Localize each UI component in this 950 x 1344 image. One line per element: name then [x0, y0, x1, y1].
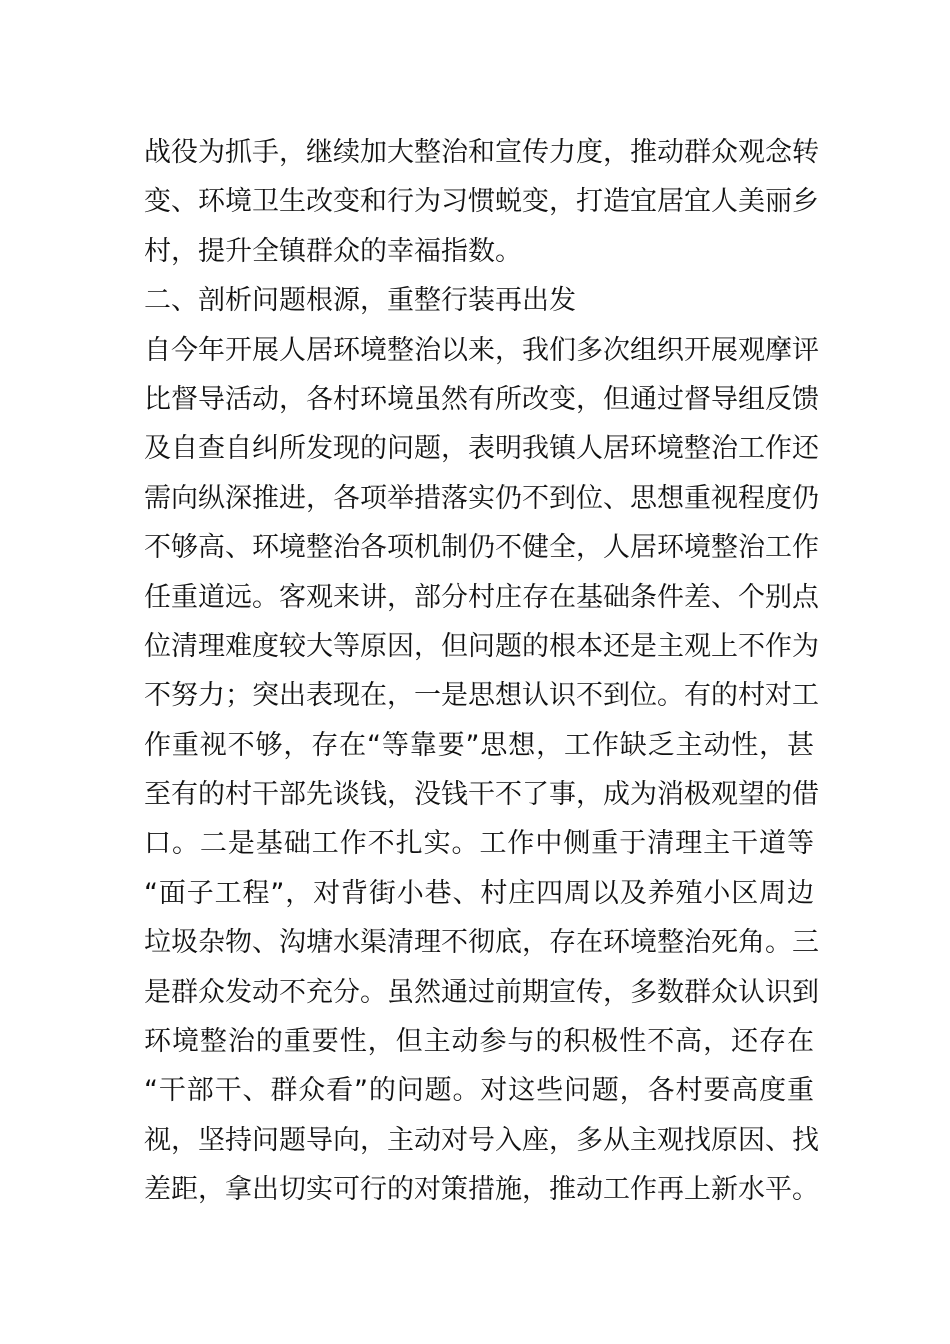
text-line: 环境整治的重要性，但主动参与的积极性不高，还存在	[144, 1026, 814, 1058]
text-line: 至有的村干部先谈钱，没钱干不了事，成为消极观望的借	[144, 779, 819, 811]
text-line: 自今年开展人居环境整治以来，我们多次组织开展观摩评	[144, 334, 819, 366]
text-line: 口。二是基础工作不扎实。工作中侧重于清理主干道等	[144, 828, 814, 860]
text-line: 位清理难度较大等原因，但问题的根本还是主观上不作为	[144, 630, 819, 662]
text-line: 不努力；突出表现在，一是思想认识不到位。有的村对工	[144, 680, 819, 712]
text-line: 视，坚持问题导向，主动对号入座，多从主观找原因、找	[144, 1124, 819, 1156]
text-line: 战役为抓手，继续加大整治和宣传力度，推动群众观念转	[144, 137, 819, 168]
text-line: 比督导活动，各村环境虽然有所改变，但通过督导组反馈	[144, 383, 819, 415]
text-line: 作重视不够，存在“等靠要”思想，工作缺乏主动性，甚	[144, 729, 814, 761]
text-line: 不够高、环境整治各项机制仍不健全，人居环境整治工作	[144, 532, 819, 564]
text-line: 需向纵深推进，各项举措落实仍不到位、思想重视程度仍	[144, 482, 819, 514]
text-line: 变、环境卫生改变和行为习惯蜕变，打造宜居宜人美丽乡	[144, 186, 819, 218]
section-heading: 二、剖析问题根源，重整行装再出发	[144, 285, 576, 317]
text-line: 差距，拿出切实可行的对策措施，推动工作再上新水平。	[144, 1174, 819, 1206]
text-line: 及自查自纠所发现的问题，表明我镇人居环境整治工作还	[144, 433, 819, 465]
text-line: “干部干、群众看”的问题。对这些问题，各村要高度重	[144, 1075, 814, 1107]
body-text	[144, 128, 819, 1215]
text-line: 村，提升全镇群众的幸福指数。	[144, 235, 522, 267]
text-line: 任重道远。客观来讲，部分村庄存在基础条件差、个别点	[144, 581, 819, 613]
text-line: 垃圾杂物、沟塘水渠清理不彻底，存在环境整治死角。三	[144, 927, 819, 959]
text-line: “面子工程”，对背街小巷、村庄四周以及养殖小区周边	[144, 877, 814, 909]
text-line: 是群众发动不充分。虽然通过前期宣传，多数群众认识到	[144, 976, 819, 1008]
